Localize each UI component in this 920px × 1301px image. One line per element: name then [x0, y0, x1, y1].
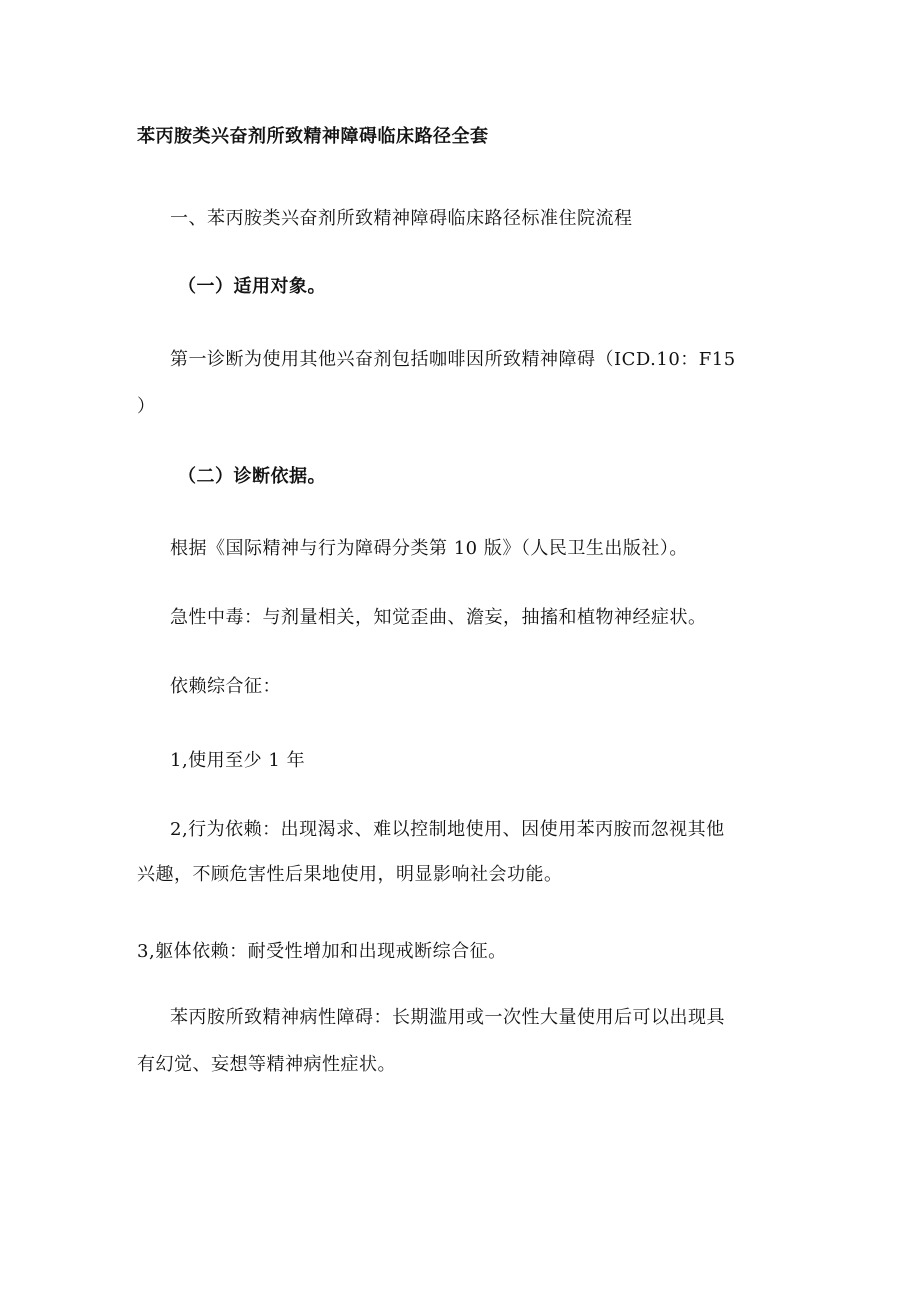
paragraph-reference: 根据《国际精神与行为障碍分类第 10 版》（人民卫生出版社）。	[170, 538, 688, 559]
list-item-3: 3,躯体依赖：耐受性增加和出现戒断综合征。	[137, 941, 507, 962]
document-title: 苯丙胺类兴奋剂所致精神障碍临床路径全套	[137, 126, 489, 147]
list-item-2-line1: 2,行为依赖：出现渴求、难以控制地使用、因使用苯丙胺而忽视其他	[170, 819, 725, 840]
paragraph-dependence-heading: 依赖综合征：	[170, 676, 281, 697]
paragraph-psychotic-line2: 有幻觉、妄想等精神病性症状。	[137, 1054, 396, 1075]
list-item-2-line2: 兴趣，不顾危害性后果地使用，明显影响社会功能。	[137, 864, 563, 885]
subsection-heading-applicable: （一）适用对象。	[178, 276, 326, 297]
subsection-heading-criteria: （二）诊断依据。	[178, 466, 326, 487]
paragraph-acute-intoxication: 急性中毒：与剂量相关，知觉歪曲、澹妄，抽搐和植物神经症状。	[170, 607, 707, 628]
paragraph-diagnosis-line2: ）	[137, 396, 156, 417]
section-heading-1: 一、苯丙胺类兴奋剂所致精神障碍临床路径标准住院流程	[170, 208, 633, 229]
list-item-1: 1,使用至少 1 年	[170, 750, 306, 771]
paragraph-diagnosis-line1: 第一诊断为使用其他兴奋剂包括咖啡因所致精神障碍（ICD.10：F15	[170, 349, 736, 370]
paragraph-psychotic-line1: 苯丙胺所致精神病性障碍：长期滥用或一次性大量使用后可以出现具	[170, 1007, 725, 1028]
